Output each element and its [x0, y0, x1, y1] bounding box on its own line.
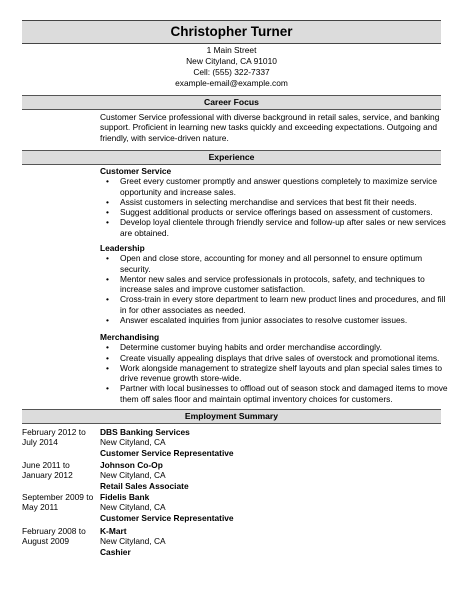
employment-location: New Cityland, CA — [100, 502, 166, 513]
experience-bullet: • Work alongside management to strategize shelf layouts and plan special sales times to drive revenue growth store-wide. — [100, 363, 448, 384]
experience-bullet-list — [100, 176, 448, 238]
experience-group-merchandising — [100, 332, 448, 404]
experience-bullet: • Assist customers in selecting merchandise and services that best fit their needs. — [100, 197, 448, 207]
employment-details — [100, 526, 440, 557]
experience-bullet: • Develop loyal clientele through friendly service and follow-up after sales or new services are obtained. — [100, 217, 448, 238]
experience-bullet-list — [100, 253, 448, 325]
employment-dates: February 2008 to August 2009 — [22, 526, 86, 547]
employment-company: Fidelis Bank — [100, 492, 150, 502]
employment-details — [100, 492, 440, 523]
employment-title: Retail Sales Associate — [100, 480, 189, 491]
employment-title: Customer Service Representative — [100, 447, 234, 458]
experience-group-leadership — [100, 243, 448, 325]
employment-dates: September 2009 to May 2011 — [22, 492, 94, 513]
resume-name: Christopher Turner — [22, 20, 441, 44]
career-focus-heading: Career Focus — [22, 95, 441, 110]
employment-title: Cashier — [100, 546, 131, 557]
employment-dates: June 2011 to January 2012 — [22, 460, 73, 481]
employment-title: Customer Service Representative — [100, 512, 234, 523]
experience-bullet: • Create visually appealing displays that drive sales of overstock and promotional items. — [100, 353, 448, 363]
email-line: example-email@example.com — [175, 78, 288, 88]
employment-location: New Cityland, CA — [100, 536, 166, 547]
employment-location: New Cityland, CA — [100, 437, 166, 448]
employment-details — [100, 460, 440, 491]
contact-block — [22, 45, 441, 89]
experience-bullet-list — [100, 342, 448, 404]
address-line: 1 Main Street — [206, 45, 257, 55]
experience-group-title: Leadership — [100, 243, 145, 253]
employment-heading: Employment Summary — [22, 409, 441, 424]
experience-group-title: Merchandising — [100, 332, 160, 342]
employment-location: New Cityland, CA — [100, 470, 166, 481]
experience-bullet: • Greet every customer promptly and answer questions completely to maximize service opportunity and increase sales. — [100, 176, 448, 197]
employment-company: DBS Banking Services — [100, 427, 190, 437]
experience-bullet: • Partner with local businesses to offload out of season stock and damaged items to move them off sales floor and maintain optimal inventory choices for customers. — [100, 383, 448, 404]
experience-group-title: Customer Service — [100, 166, 172, 176]
cell-line: Cell: (555) 322-7337 — [193, 67, 270, 77]
employment-company: K-Mart — [100, 526, 127, 536]
career-focus-paragraph: Customer Service professional with diverse background in retail sales, service, and banking support. Proficient in learning new tasks quickly and exceeding expectations. Outgoing and friendly, with service-driven nature. — [100, 112, 440, 143]
experience-bullet: • Open and close store, accounting for money and all personnel to ensure optimum security. — [100, 253, 448, 274]
experience-heading: Experience — [22, 150, 441, 165]
experience-bullet: • Mentor new sales and service professionals in protocols, safety, and techniques to increase sales and improve customer satisfaction. — [100, 274, 448, 295]
employment-dates: February 2012 to July 2014 — [22, 427, 86, 448]
experience-bullet: • Answer escalated inquiries from junior associates to resolve customer issues. — [100, 315, 448, 325]
career-focus-text — [100, 112, 448, 143]
experience-bullet: • Cross-train in every store department to learn new product lines and procedures, and fill in for other associates as needed. — [100, 294, 448, 315]
experience-bullet: • Suggest additional products or service offerings based on assessment of customers. — [100, 207, 448, 217]
employment-details — [100, 427, 440, 458]
city-line: New Cityland, CA 91010 — [186, 56, 277, 66]
experience-bullet: • Determine customer buying habits and order merchandise accordingly. — [100, 342, 448, 352]
experience-group-customer-service — [100, 166, 448, 238]
employment-company: Johnson Co-Op — [100, 460, 163, 470]
